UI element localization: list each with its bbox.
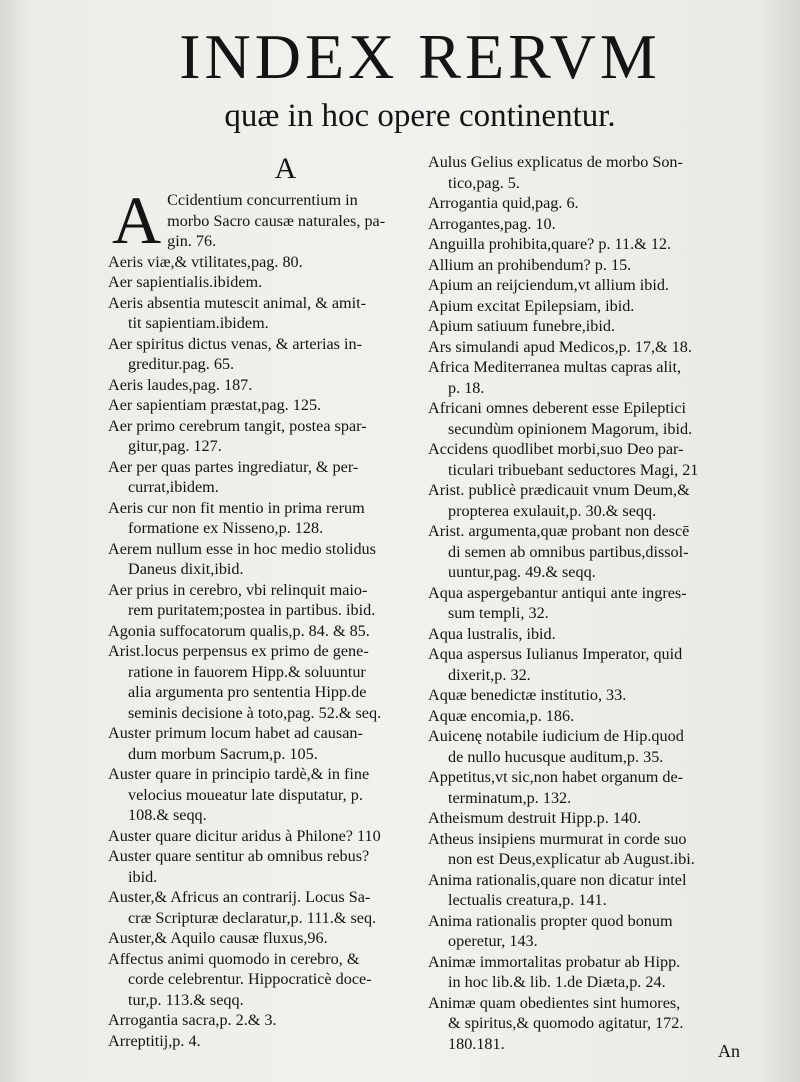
index-entry-line: 180.181. [448,1034,505,1053]
index-entry-line: tit sapientiam.ibidem. [128,314,269,332]
index-entry-line: 108.& seqq. [128,806,207,824]
index-entry-line: tur,p. 113.& seqq. [128,990,244,1009]
left-entries [108,252,423,1052]
index-entry-line: secundùm opinionem Magorum, ibid. [448,419,693,438]
index-entry-line: gitur,pag. 127. [128,437,222,455]
index-entry-line: Affectus animi quomodo in cerebro, & [108,949,360,968]
index-entry-line: Anguilla prohibita,quare? p. 11.& 12. [428,235,672,253]
index-entry-line: dum morbum Sacrum,p. 105. [128,744,318,763]
index-entry-line: Aer sapientiam præstat,pag. 125. [108,396,322,414]
index-entry-line: greditur.pag. 65. [128,355,235,373]
first-entry-line: morbo Sacro causæ naturales, pa- [167,211,386,230]
index-entry-line: velocius moueatur late disputatur, p. [128,785,363,804]
index-entry-line: Apium excitat Epilepsiam, ibid. [428,296,635,315]
index-entry-line: Arrogantia sacra,p. 2.& 3. [108,1011,277,1029]
index-entry-line: ratione in fauorem Hipp.& soluuntur [128,662,366,681]
index-entry-line: Africani omnes deberent esse Epileptici [428,399,687,417]
index-entry-line: Auster quare sentitur ab omnibus rebus? [108,847,370,865]
index-entry-line: & spiritus,& quomodo agitatur, 172. [448,1014,684,1032]
index-entry-line: Aer sapientialis.ibidem. [108,273,263,291]
right-column [428,152,750,1054]
index-entry-line: Auster,& Aquilo causæ fluxus,96. [108,929,328,947]
index-entry-line: Aer primo cerebrum tangit, postea spar- [108,416,367,435]
index-entry-line: Agonia suffocatorum qualis,p. 84. & 85. [108,621,370,640]
index-entry-line: Apium an reijciendum,vt allium ibid. [428,276,669,294]
index-entry-line: Aulus Gelius explicatus de morbo Son- [428,153,683,171]
index-entry-line: Arist. argumenta,quæ probant non descē [428,522,690,540]
index-entry-line: Animæ immortalitas probatur ab Hipp. [428,952,681,971]
index-entry-line: Arist. publicè prædicauit vnum Deum,& [428,481,690,499]
index-entry-line: Accidens quodlibet morbi,suo Deo par- [428,440,684,458]
index-entry-line: lectualis creatura,p. 141. [448,891,607,909]
index-entry-line: Aqua lustralis, ibid. [428,624,556,643]
index-entry-line: Aeris laudes,pag. 187. [108,375,253,394]
index-entry-line: currat,ibidem. [128,478,219,496]
right-entries [428,152,750,1054]
index-entry-line: dixerit,p. 32. [448,665,531,684]
page-title: INDEX RERVM [179,21,661,92]
catchword: An [718,1041,740,1061]
index-entry-line: propterea exulauit,p. 30.& seqq. [448,501,657,520]
index-entry-line: Auicenę notabile iudicium de Hip.quod [428,727,684,745]
index-entry-line: de nullo hucusque auditum,p. 35. [448,747,664,766]
index-entry-line: Arrogantes,pag. 10. [428,214,556,233]
index-entry-line: Aeris absentia mutescit animal, & amit- [108,293,367,312]
index-entry-line: terminatum,p. 132. [448,788,572,807]
left-column [108,150,423,1051]
section-letter: A [274,152,297,185]
index-entry-line: Arreptitij,p. 4. [108,1031,201,1050]
first-entry [108,182,423,258]
index-entry-line: Arist.locus perpensus ex primo de gene- [108,642,369,660]
index-entry-line: Atheismum destruit Hipp.p. 140. [428,809,642,827]
page-subtitle: quæ in hoc opere continentur. [224,98,616,134]
index-entry-line: Aquæ benedictæ institutio, 33. [428,686,627,704]
index-entry-line: Daneus dixit,ibid. [128,560,244,578]
index-entry-line: Arrogantia quid,pag. 6. [428,194,579,212]
index-entry-line: cræ Scripturæ declaratur,p. 111.& seq. [128,908,377,927]
index-entry-line: Auster quare dicitur aridus à Philone? 110 [108,826,381,845]
drop-cap: A [112,182,162,258]
index-entry-line: Aer prius in cerebro, vbi relinquit maio- [108,580,368,599]
index-entry-line: alia argumenta pro sententia Hipp.de [128,683,367,701]
index-entry-line: Auster primum locum habet ad causan- [108,724,363,742]
index-entry-line: Aer per quas partes ingrediatur, & per- [108,457,359,476]
index-entry-line: operetur, 143. [448,932,538,950]
index-entry-line: Aer spiritus dictus venas, & arterias in- [108,334,362,353]
index-entry-line: di semen ab omnibus partibus,dissol- [448,542,689,561]
index-entry-line: sum templi, 32. [448,604,549,622]
index-entry-line: Anima rationalis propter quod bonum [428,911,673,930]
index-entry-line: uuntur,pag. 49.& seqq. [448,563,596,581]
index-entry-line: in hoc lib.& lib. 1.de Diæta,p. 24. [448,973,666,991]
index-entry-line: ibid. [128,867,158,886]
index-entry-line: Apium satiuum funebre,ibid. [428,317,616,335]
index-entry-line: p. 18. [448,378,485,397]
first-entry-line: Ccidentium concurrentium in [167,191,358,209]
index-entry-line: Aerem nullum esse in hoc medio stolidus [108,539,376,558]
index-entry-line: Aeris viæ,& vtilitates,pag. 80. [108,252,303,271]
index-entry-line: rem puritatem;postea in partibus. ibid. [128,601,376,619]
index-entry-line: Auster,& Africus an contrarij. Locus Sa- [108,888,371,906]
index-entry-line: seminis decisione à toto,pag. 52.& seq. [128,703,382,722]
index-entry-line: Ars simulandi apud Medicos,p. 17,& 18. [428,337,692,356]
index-entry-line: Aquæ encomia,p. 186. [428,706,575,725]
index-entry-line: Africa Mediterranea multas capras alit, [428,358,682,376]
index-entry-line: Aeris cur non fit mentio in prima rerum [108,498,365,517]
index-entry-line: ticulari tribuebant seductores Magi, 21 [448,460,699,479]
index-entry-line: Aqua aspersus Iulianus Imperator, quid [428,645,683,663]
index-entry-line: Atheus insipiens murmurat in corde suo [428,829,687,848]
index-entry-line: corde celebrentur. Hippocraticè doce- [128,970,372,988]
index-entry-line: Appetitus,vt sic,non habet organum de- [428,768,684,786]
index-entry-line: tico,pag. 5. [448,173,520,192]
index-entry-line: Allium an prohibendum? p. 15. [428,255,632,274]
index-entry-line: Auster quare in principio tardè,& in fine [108,765,370,783]
index-entry-line: Animæ quam obedientes sint humores, [428,993,681,1012]
index-entry-line: Anima rationalis,quare non dicatur intel [428,870,687,889]
index-entry-line: formatione ex Nisseno,p. 128. [128,519,324,537]
first-entry-line: gin. 76. [167,232,217,250]
index-entry-line: non est Deus,explicatur ab August.ibi. [448,850,695,868]
index-entry-line: Aqua aspergebantur antiqui ante ingres- [428,583,687,602]
